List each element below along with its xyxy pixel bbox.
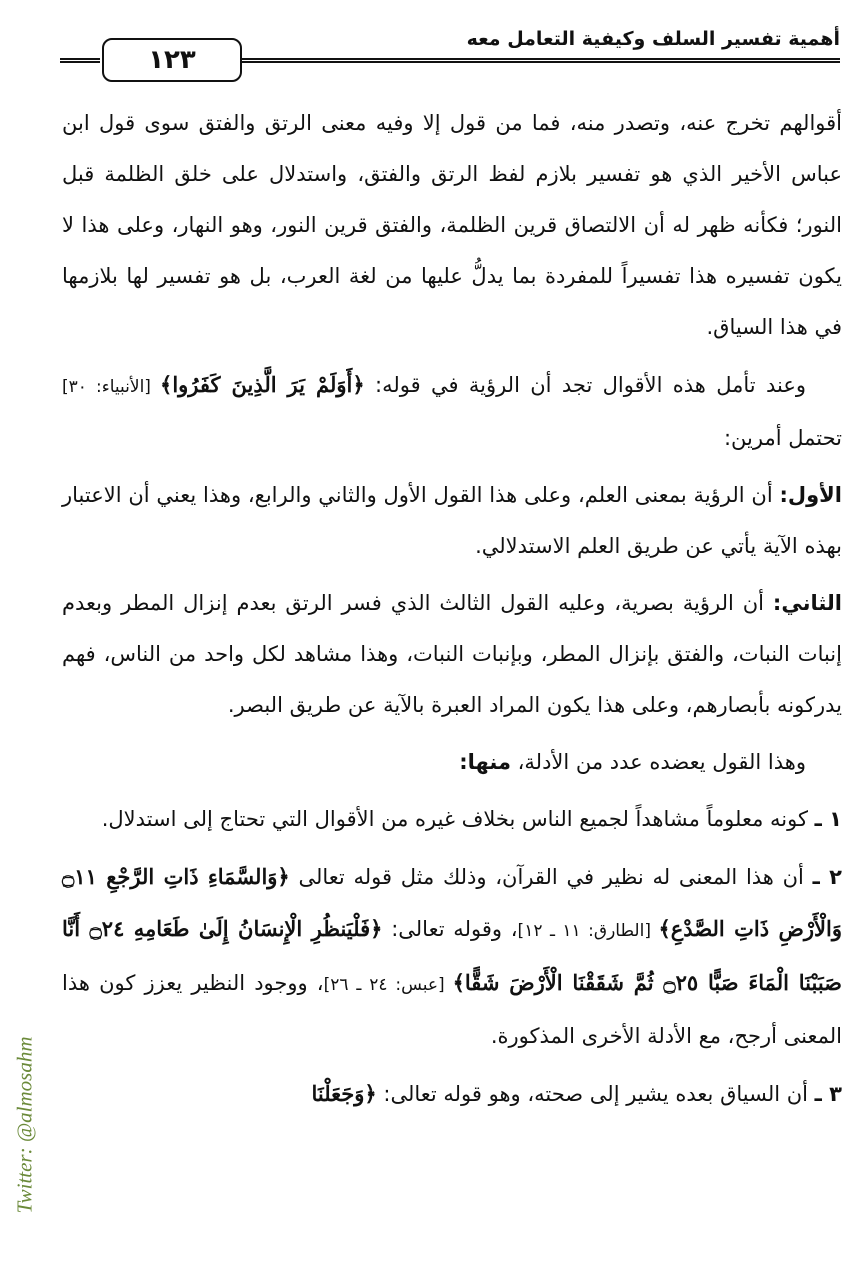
evidence-intro-bold: منها: [459, 750, 511, 774]
list-item-2-text-a: أن هذا المعنى له نظير في القرآن، وذلك مثل قوله تعالى [289, 865, 813, 889]
quran-verse-anbiya: ﴿أَوَلَمْ يَرَ الَّذِينَ كَفَرُوا﴾ [160, 372, 365, 397]
list-item-2-text-c: ، ووجود النظير يعزز كون هذا المعنى أرجح، مع الأدلة الأخرى المذكورة. [62, 971, 842, 1048]
citation-abasa: [عبس: ٢٤ ـ ٢٦] [323, 975, 453, 995]
list-item-2-number: ٢ ـ [812, 865, 842, 889]
quran-verse-start: ﴿وَجَعَلْنَا [311, 1081, 377, 1106]
citation-anbiya: [الأنبياء: ٣٠] [62, 377, 161, 397]
list-item-3-number: ٣ ـ [814, 1082, 842, 1106]
second-point-label: الثاني: [772, 591, 842, 615]
list-item-1-text: كونه معلوماً مشاهداً لجميع الناس بخلاف غيره من الأقوال التي تحتاج إلى استدلال. [101, 807, 815, 831]
watermark [10, 995, 40, 1255]
paragraph-2 [62, 359, 842, 464]
quran-verse-tariq: ﴿وَالسَّمَاءِ ذَاتِ الرَّجْعِ ۝١١ وَالْأَرْضِ ذَاتِ الصَّدْعِ﴾ [62, 864, 843, 941]
first-point-label: الأول: [779, 483, 842, 507]
watermark-text: Twitter: @almosahm [12, 1036, 37, 1214]
list-item-1 [62, 794, 842, 845]
list-item-3 [62, 1068, 842, 1120]
page-header [60, 28, 840, 88]
header-rule-left [60, 58, 100, 63]
paragraph-2-text-a: وعند تأمل هذه الأقوال تجد أن الرؤية في قوله: [364, 373, 806, 397]
page-number-box [102, 38, 242, 82]
page-body [62, 98, 842, 1248]
citation-tariq: [الطارق: ١١ ـ ١٢] [517, 921, 659, 941]
second-point-text: أن الرؤية بصرية، وعليه القول الثالث الذي فسر الرتق بعدم إنزال المطر وبعدم إنبات النبات، والفتق بإنزال المطر، وبإنبات النبات، وهذا مشاهد لكل واحد من الناس، فهم يدركونه بأبصارهم، وعلى هذا يكون المراد العبرة بالآية عن طريق البصر. [62, 591, 842, 717]
paragraph-evidence-intro [62, 737, 842, 788]
list-item-2-text-b: ، وقوله تعالى: [382, 917, 518, 941]
evidence-intro-text: وهذا القول يعضده عدد من الأدلة، [510, 750, 806, 774]
paragraph-2-text-b: تحتمل أمرين: [723, 426, 842, 450]
list-item-1-number: ١ ـ [814, 807, 842, 831]
quran-verse-abasa: ﴿فَلْيَنظُرِ الْإِنسَانُ إِلَىٰ طَعَامِهِ ۝٢٤ أَنَّا صَبَبْنَا الْمَاءَ صَبًّا ۝٢٥ ثُمَّ شَقَقْنَا الْأَرْضَ شَقًّا﴾ [62, 916, 843, 995]
first-point-text: أن الرؤية بمعنى العلم، وعلى هذا القول الأول والثاني والرابع، وهذا يعني أن الاعتبار بهذه الآية يأتي عن طريق العلم الاستدلالي. [62, 483, 842, 558]
paragraph-first-point [62, 470, 842, 572]
header-rule-right [242, 58, 840, 63]
paragraph-1: أقوالهم تخرج عنه، وتصدر منه، فما من قول إلا وفيه معنى الرتق والفتق سوى قول ابن عباس الأخير الذي هو تفسير بلازم لفظ الرتق والفتق، واستدلال على خلق الظلمة قبل النور؛ فكأنه ظهر له أن الالتصاق قرين الظلمة، والفتق قرين النور، وهو النهار، وعلى هذا لا يكون تفسيره هذا تفسيراً للمفردة بما يدلُّ عليها من لغة العرب، بل هو تفسير لها بلازمها في هذا السياق. [62, 111, 842, 339]
list-item-2 [62, 851, 842, 1062]
page-number: ١٢٣ [148, 45, 196, 75]
running-title: أهمية تفسير السلف وكيفية التعامل معه [466, 28, 840, 50]
paragraph-second-point [62, 578, 842, 731]
list-item-3-text: أن السياق بعده يشير إلى صحته، وهو قوله تعالى: [376, 1082, 815, 1106]
